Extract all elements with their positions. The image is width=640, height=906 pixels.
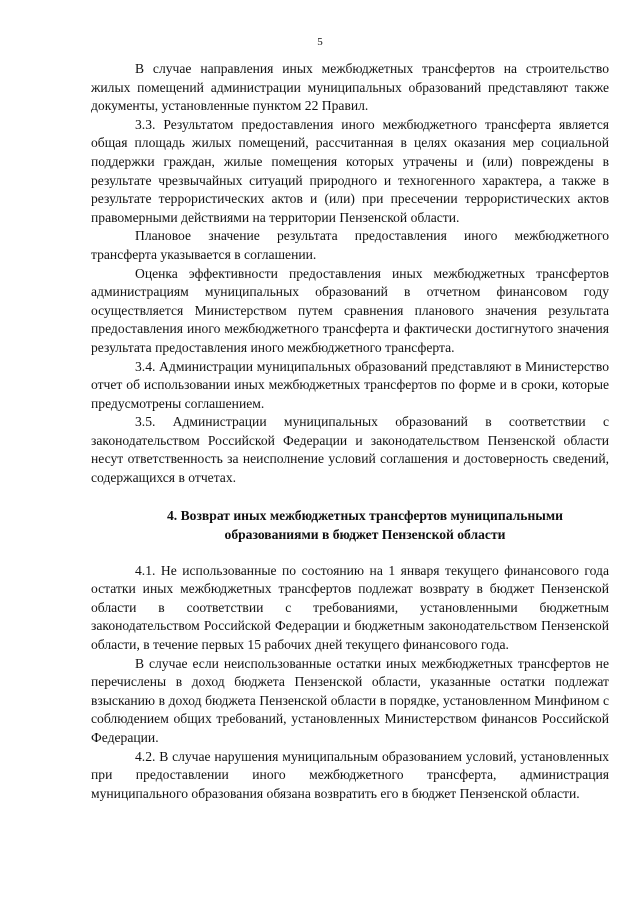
section-spacer	[91, 488, 609, 506]
document-body	[91, 60, 609, 803]
paragraph-4-2-violation: 4.2. В случае нарушения муниципальным образованием условий, установленных при предоставлении иного межбюджетного трансферта, администрация муниципального образования обязана возвратить его в бюджет Пензенской области.	[91, 748, 609, 801]
paragraph-3-3-result: 3.3. Результатом предоставления иного межбюджетного трансферта является общая площадь жилых помещений, рассчитанная в целях оказания мер социальной поддержки граждан, жилые помещения которых утрачены и (или) повреждены в результате чрезвычайных ситуаций природного и техногенного характера, а также в результате террористических актов и (или) при пресечении террористических актов правомерными действиями на территории Пензенской области.	[91, 116, 609, 225]
paragraph-3-5-responsibility: 3.5. Администрации муниципальных образований в соответствии с законодательством Российской Федерации и законодательством Пензенской области несут ответственность за неисполнение условий соглашения и достоверность сведений, содержащихся в отчетах.	[91, 414, 609, 486]
section-4-heading-line-2: образованиями в бюджет Пензенской области	[224, 526, 506, 542]
paragraph-construction-docs: В случае направления иных межбюджетных трансфертов на строительство жилых помещений администрации муниципальных образований представляют также документы, установленные пунктом 22 Правил.	[91, 61, 609, 114]
paragraph-4-1-return: 4.1. Не использованные по состоянию на 1 января текущего финансового года остатки иных межбюджетных трансфертов подлежат возврату в бюджет Пензенской области в соответствии с требованиями, установленными бюджетным законодательством Российской Федерации и бюджетным законодательством Пензенской области, в течение первых 15 рабочих дней текущего финансового года.	[91, 562, 609, 653]
page-number: 5	[317, 36, 323, 48]
paragraph-3-4-report: 3.4. Администрации муниципальных образований представляют в Министерство отчет об использовании иных межбюджетных трансфертов по форме и в сроки, которые предусмотрены соглашением.	[91, 358, 609, 411]
section-spacer	[91, 544, 609, 562]
paragraph-planned-value: Плановое значение результата предоставления иного межбюджетного трансферта указывается в соглашении.	[91, 228, 609, 262]
paragraph-unspent-recovery: В случае если неиспользованные остатки иных межбюджетных трансфертов не перечислены в доход бюджета Пензенской области, указанные остатки подлежат взысканию в доход бюджета Пензенской области в порядке, установленном Минфином с соблюдением общих требований, установленных Министерством финансов Российской Федерации.	[91, 655, 609, 745]
section-4-heading-line-1: 4. Возврат иных межбюджетных трансфертов муниципальными	[167, 507, 563, 523]
paragraph-efficiency-evaluation: Оценка эффективности предоставления иных межбюджетных трансфертов администрациям муниципальных образований в отчетном финансовом году осуществляется Министерством путем сравнения планового значения результата предоставления иного межбюджетного трансферта и фактически достигнутого значения результата предоставления иного межбюджетного трансферта.	[91, 265, 609, 355]
section-4-heading	[91, 506, 609, 544]
